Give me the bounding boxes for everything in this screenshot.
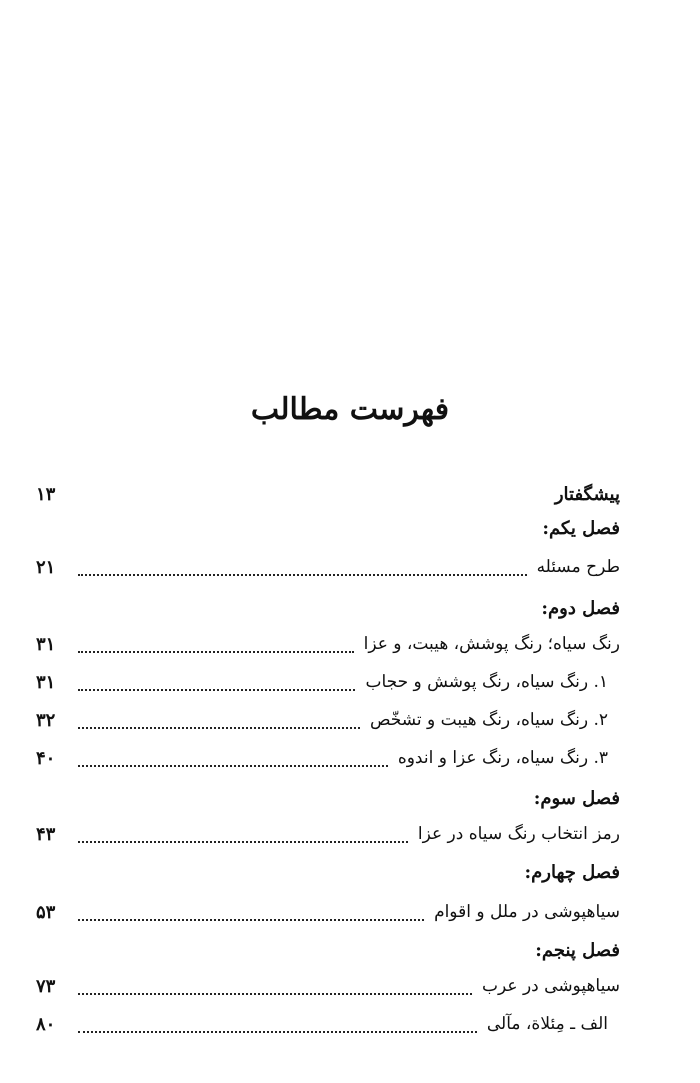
toc-entry-label: ۳. رنگ سیاه، رنگ عزا و اندوه bbox=[397, 748, 608, 768]
toc-entry-label: فصل سوم: bbox=[533, 787, 620, 809]
toc-page-number: ۸۰ bbox=[36, 1013, 56, 1035]
toc-heading bbox=[36, 857, 620, 887]
toc-page-number: ۵۳ bbox=[36, 901, 56, 923]
toc-entry bbox=[36, 705, 620, 735]
toc-entry bbox=[36, 971, 620, 1001]
toc-page-number: ۷۳ bbox=[36, 975, 56, 997]
dot-leader bbox=[78, 917, 424, 921]
toc-entry bbox=[36, 552, 620, 582]
toc-entry-label: رنگ سیاه؛ رنگ پوشش، هیبت، و عزا bbox=[363, 634, 620, 654]
dot-leader bbox=[78, 763, 388, 767]
toc-entry-label: فصل یکم: bbox=[542, 517, 620, 539]
toc-heading bbox=[36, 513, 620, 543]
toc-page-number: ۴۰ bbox=[36, 747, 56, 769]
toc-entry-label: فصل چهارم: bbox=[524, 861, 620, 883]
page-title: فهرست مطالب bbox=[250, 392, 450, 427]
toc-heading bbox=[36, 593, 620, 623]
toc-entry bbox=[36, 819, 620, 849]
dot-leader bbox=[78, 572, 527, 576]
toc-entry-label: ۱. رنگ سیاه، رنگ پوشش و حجاب bbox=[365, 672, 608, 692]
dot-leader bbox=[78, 649, 354, 653]
toc-entry bbox=[36, 667, 620, 697]
toc-heading bbox=[36, 783, 620, 813]
toc-entry bbox=[36, 1009, 620, 1039]
toc-entry-label: سیاهپوشی در عرب bbox=[482, 976, 620, 996]
toc-entry-label: سیاهپوشی در ملل و اقوام bbox=[434, 902, 620, 922]
dot-leader bbox=[78, 687, 355, 691]
toc-page-number: ۱۳ bbox=[36, 483, 56, 505]
toc-entry bbox=[36, 629, 620, 659]
toc-entry bbox=[36, 897, 620, 927]
toc-page-number: ۲۱ bbox=[36, 556, 56, 578]
toc-page-number: ۳۱ bbox=[36, 633, 56, 655]
toc-entry-label: فصل پنجم: bbox=[535, 939, 620, 961]
dot-leader bbox=[78, 991, 472, 995]
toc-page-number: ۳۱ bbox=[36, 671, 56, 693]
dot-leader bbox=[78, 1029, 477, 1033]
toc-heading bbox=[36, 935, 620, 965]
toc-entry-label: ۲. رنگ سیاه، رنگ هیبت و تشخّص bbox=[369, 710, 608, 730]
toc-entry bbox=[36, 743, 620, 773]
toc-entry-label: پیشگفتار bbox=[554, 483, 620, 505]
toc-entry-label: رمز انتخاب رنگ سیاه در عزا bbox=[417, 824, 620, 844]
toc-entry-label: طرح مسئله bbox=[536, 557, 620, 577]
toc-entry-label: فصل دوم: bbox=[541, 597, 620, 619]
toc-heading bbox=[36, 479, 620, 509]
dot-leader bbox=[78, 839, 408, 843]
toc-page-number: ۴۳ bbox=[36, 823, 56, 845]
toc-page-number: ۳۲ bbox=[36, 709, 56, 731]
dot-leader bbox=[78, 725, 360, 729]
toc-entry-label: الف ـ مِئلاة، مآلی bbox=[486, 1014, 608, 1034]
